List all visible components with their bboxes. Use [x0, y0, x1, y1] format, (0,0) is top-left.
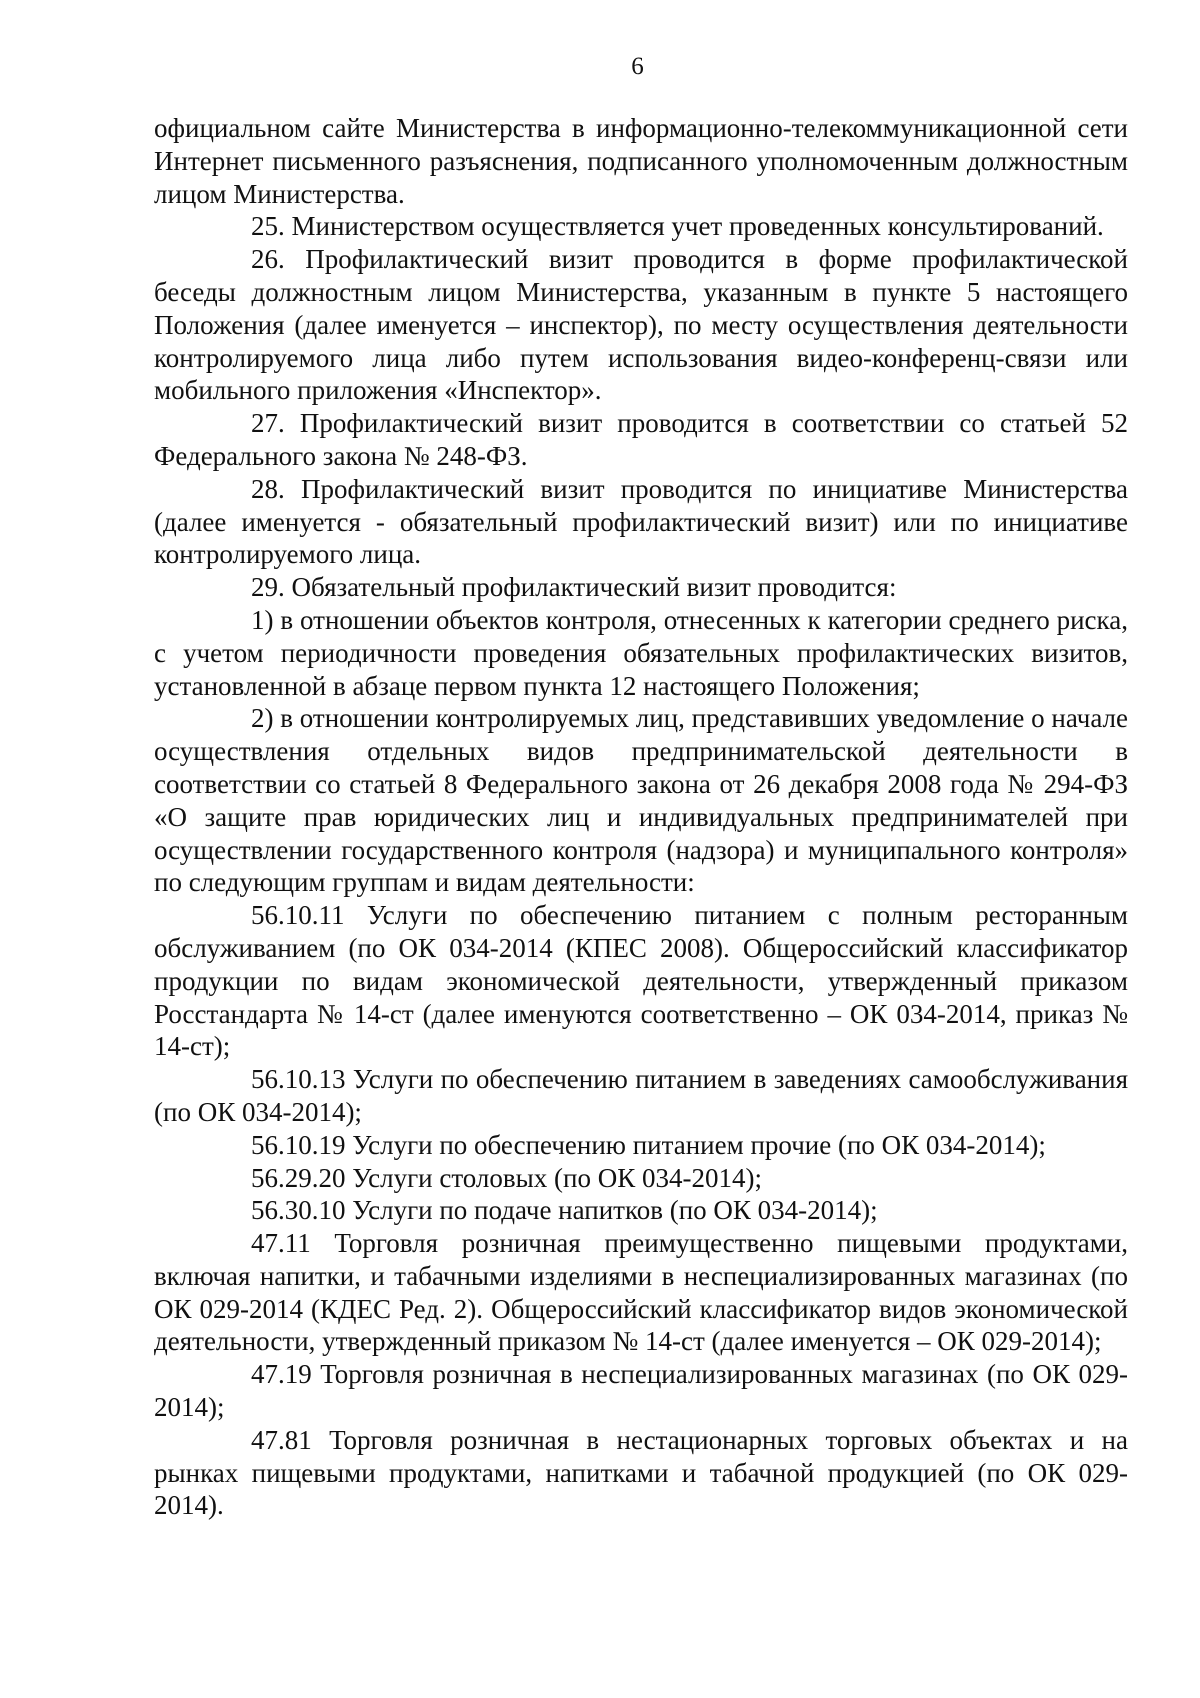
paragraph-code-56-10-13: 56.10.13 Услуги по обеспечению питанием в заведениях самообслуживания (по ОК 034-2014);	[154, 1064, 1128, 1127]
paragraph-code-47-81: 47.81 Торговля розничная в нестационарных торговых объектах и на рынках пищевыми продуктами, напитками и табачной продукцией (по ОК 029-2014).	[154, 1424, 1128, 1521]
paragraph-code-56-30-10: 56.30.10 Услуги по подаче напитков (по ОК 034-2014);	[251, 1195, 878, 1226]
paragraph-code-56-29-20: 56.29.20 Услуги столовых (по ОК 034-2014);	[251, 1162, 762, 1193]
paragraph-item-29: 29. Обязательный профилактический визит проводится:	[251, 572, 897, 603]
paragraph-code-47-11: 47.11 Торговля розничная преимущественно пищевыми продуктами, включая напитки, и табачными изделиями в неспециализированных магазинах (по ОК 029-2014 (КДЕС Ред. 2). Общероссийский классификатор видов экономической деятельности, утвержденный приказом № 14-ст (далее именуется – ОК 029-2014);	[154, 1228, 1128, 1357]
paragraph-subitem-2: 2) в отношении контролируемых лиц, представивших уведомление о начале осуществления отдельных видов предпринимательской деятельности в соответствии со статьей 8 Федерального закона от 26 декабря 2008 года № 294-ФЗ «О защите прав юридических лиц и индивидуальных предпринимателей при осуществлении государственного контроля (надзора) и муниципального контроля» по следующим группам и видам деятельности:	[154, 703, 1128, 898]
paragraph-subitem-1: 1) в отношении объектов контроля, отнесенных к категории среднего риска, с учетом периодичности проведения обязательных профилактических визитов, установленной в абзаце первом пункта 12 настоящего Положения;	[154, 604, 1128, 701]
paragraph-item-26: 26. Профилактический визит проводится в форме профилактической беседы должностным лицом Министерства, указанным в пункте 5 настоящего Положения (далее именуется – инспектор), по месту осуществления деятельности контролируемого лица либо путем использования видео-конференц-связи или мобильного приложения «Инспектор».	[154, 244, 1128, 406]
paragraph-item-25: 25. Министерством осуществляется учет проведенных консультирований.	[251, 211, 1104, 242]
paragraph-code-56-10-11: 56.10.11 Услуги по обеспечению питанием с полным ресторанным обслуживанием (по ОК 034-2014 (КПЕС 2008). Общероссийский классификатор продукции по видам экономической деятельности, утвержденный приказом Росстандарта № 14-ст (далее именуются соответственно – ОК 034-2014, приказ № 14-ст);	[154, 900, 1128, 1062]
paragraph-item-28: 28. Профилактический визит проводится по инициативе Министерства (далее именуется - обязательный профилактический визит) или по инициативе контролируемого лица.	[154, 473, 1128, 570]
paragraph-code-47-19: 47.19 Торговля розничная в неспециализированных магазинах (по ОК 029-2014);	[154, 1359, 1128, 1423]
paragraph-item-27: 27. Профилактический визит проводится в соответствии со статьей 52 Федерального закона № 248-ФЗ.	[154, 408, 1128, 471]
paragraph-code-56-10-19: 56.10.19 Услуги по обеспечению питанием прочие (по ОК 034-2014);	[251, 1129, 1046, 1160]
document-body	[154, 112, 1128, 1522]
paragraph-continuation: официальном сайте Министерства в информационно-телекоммуникационной сети Интернет письменного разъяснения, подписанного уполномоченным должностным лицом Министерства.	[154, 113, 1128, 209]
page-number: 6	[631, 53, 644, 80]
